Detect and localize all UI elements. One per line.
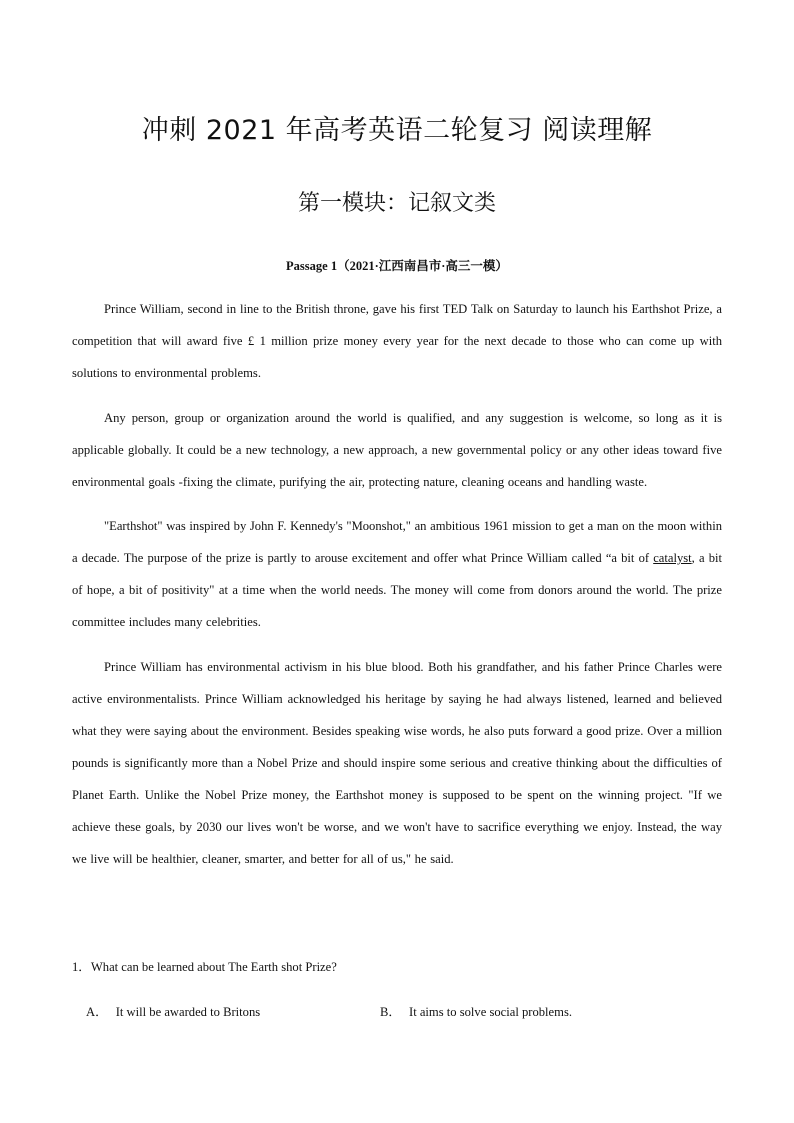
paragraph-4: Prince William has environmental activism in his blue blood. Both his grandfather, and his father Prince Charles were active environmentalists. Prince William acknowledged his heritage by saying he had always listened, learned and believed what they were saying about the environment. Besides speaking wise words, he also puts forward a good prize. Over a million pounds is significantly more than a Nobel Prize and should inspire some serious and creative thinking about the difficulties of Planet Earth. Unlike the Nobel Prize money, the Earthshot money is supposed to be spent on the winning project. "If we achieve these goals, by 2030 our lives won't be worse, and we won't have to sacrifice everything we enjoy. Instead, the way we live will be healthier, cleaner, smarter, and better for all of us," he said. bbox=[72, 659, 722, 866]
passage-heading: Passage 1（2021·江西南昌市·高三一模） bbox=[286, 259, 508, 273]
main-title: 冲刺 2021 年高考英语二轮复习 阅读理解 bbox=[141, 115, 653, 146]
paragraph-3-part-2: , a bit of hope, a bit of positivity" at a time when the world needs. The money will come from donors around the world. The prize committee includes many celebrities. bbox=[72, 551, 722, 629]
paragraph-3-part-1: "Earthshot" was inspired by John F. Kennedy's "Moonshot," an ambitious 1961 mission to get a man on the moon within a decade. The purpose of the prize is partly to arouse excitement and offer what Prince William called “a bit of bbox=[72, 519, 722, 565]
option-a-letter: A． bbox=[86, 1005, 108, 1019]
option-a-text: It will be awarded to Britons bbox=[115, 1005, 261, 1019]
question-1 bbox=[72, 955, 722, 979]
option-a[interactable] bbox=[86, 1000, 260, 1024]
question-number: 1． bbox=[72, 960, 91, 974]
paragraph-3 bbox=[72, 510, 722, 638]
paragraph-2: Any person, group or organization around the world is qualified, and any suggestion is welcome, so long as it is applicable globally. It could be a new technology, a new approach, a new governmental policy or any other ideas toward five environmental goals -fixing the climate, purifying the air, protecting nature, cleaning oceans and handling waste. bbox=[72, 410, 722, 489]
paragraph-1: Prince William, second in line to the British throne, gave his first TED Talk on Saturday to launch his Earthshot Prize, a competition that will award five £ 1 million prize money every year for the next decade to those who can come up with solutions to environmental problems. bbox=[72, 302, 722, 380]
option-b[interactable] bbox=[380, 1000, 572, 1024]
underlined-word-catalyst: catalyst bbox=[653, 551, 692, 565]
question-text: What can be learned about The Earth shot Prize? bbox=[90, 960, 337, 974]
option-b-letter: B． bbox=[380, 1005, 401, 1019]
passage-body bbox=[72, 293, 722, 887]
section-title: 第一模块：记叙文类 bbox=[297, 191, 496, 216]
option-b-text: It aims to solve social problems. bbox=[409, 1005, 572, 1019]
